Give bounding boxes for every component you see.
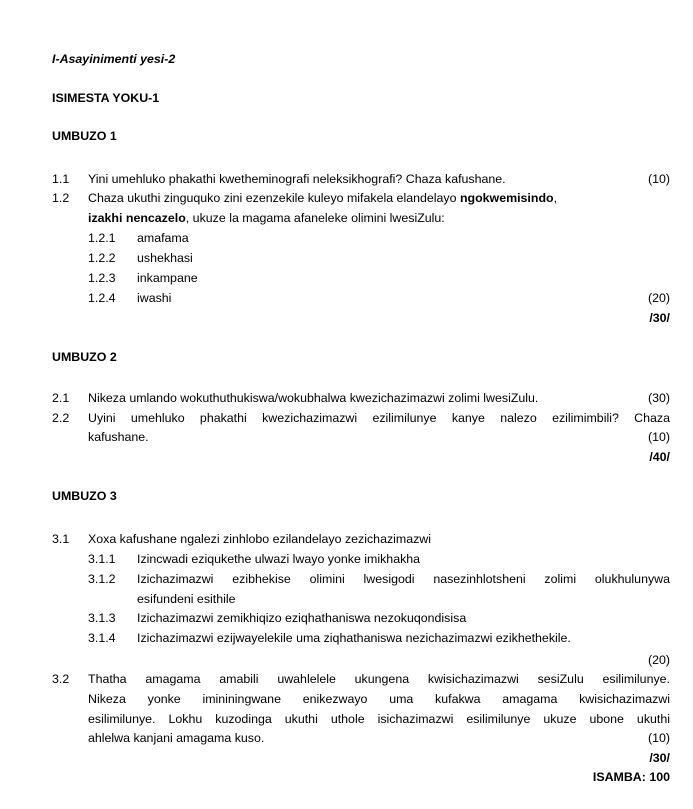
item-1-2-text: [88, 191, 670, 205]
question-2-heading: UMBUZO 2: [52, 350, 117, 364]
item-1-2-line2: [88, 211, 445, 225]
item-1-2-bold-2: izakhi nencazelo: [88, 211, 186, 225]
item-2-1-marks: (30): [647, 391, 670, 405]
item-1-1-marks: (10): [647, 172, 670, 186]
subitem-text: Izichazimazwi ezijwayelekile uma ziqhathaniswa nezichazimazwi ezikhethekile.: [137, 631, 571, 645]
item-3-2-line4: ahlelwa kanjani amagama kuso.: [88, 731, 265, 745]
subitem-number: 1.2.3: [88, 271, 116, 285]
subitem-text: Izichazimazwi ezibhekise olimini lwesigodi nasezinhlotsheni zolimi olukhulunywa: [137, 572, 670, 586]
subitem-number: 3.1.3: [88, 611, 116, 625]
grand-total: ISAMBA: 100: [592, 770, 670, 784]
subitem-text: iwashi: [137, 291, 172, 305]
item-3-1-text: Xoxa kafushane ngalezi zinhlobo ezilandelayo zezichazimazwi: [88, 532, 432, 546]
subitem-number: 3.1.4: [88, 631, 116, 645]
item-1-2-line2-rest: , ukuze la magama afaneleke olimini lwesiZulu:: [185, 211, 445, 225]
item-1-1-number: 1.1: [52, 172, 70, 186]
assignment-title: I-Asayinimenti yesi-2: [52, 52, 176, 66]
question-1-total: /30/: [649, 311, 670, 325]
item-2-2-marks: (10): [647, 430, 670, 444]
item-3-2-line2: Nikeza yonke imininingwane enikezwayo uma kufakwa amagama kwisichazimazwi: [88, 692, 670, 706]
subitem-number: 1.2.1: [88, 231, 116, 245]
item-3-2-number: 3.2: [52, 672, 70, 686]
item-2-1-text: Nikeza umlando wokuthuthukiswa/wokubhalwa kwezichazimazwi zolimi lwesiZulu.: [88, 391, 539, 405]
subitem-number: 1.2.4: [88, 291, 116, 305]
subitem-text: inkampane: [137, 271, 198, 285]
item-1-2-bold-1: ngokwemisindo: [459, 191, 554, 205]
item-2-2-number: 2.2: [52, 411, 70, 425]
subitem-number: 3.1.1: [88, 552, 116, 566]
item-3-2-line3: esilimilunye. Lokhu kuzodinga ukuthi uthole isichazimazwi esilimilunye ukuze ubone ukuthi: [88, 712, 670, 726]
subitem-text: Izincwadi eziqukethe ulwazi lwayo yonke imikhakha: [137, 552, 421, 566]
item-3-2-marks: (10): [647, 731, 670, 745]
subitem-text: Izichazimazwi zemikhiqizo eziqhathaniswa nezokuqondisisa: [137, 611, 467, 625]
subitem-text: ushekhasi: [137, 251, 193, 265]
item-1-2-marks: (20): [647, 291, 670, 305]
item-2-2-line2: kafushane.: [88, 430, 149, 444]
question-3-heading: UMBUZO 3: [52, 489, 117, 503]
item-1-2-number: 1.2: [52, 191, 70, 205]
subitem-text-line2: esifundeni esithile: [137, 592, 236, 606]
subitem-number: 3.1.2: [88, 572, 116, 586]
item-1-2-line1: Chaza ukuthi zinguquko zini ezenzekile kuleyo mifakela elandelayo: [88, 191, 460, 205]
question-1-heading: UMBUZO 1: [52, 129, 117, 143]
item-3-1-number: 3.1: [52, 532, 70, 546]
subitem-number: 1.2.2: [88, 251, 116, 265]
item-1-1-text: Yini umehluko phakathi kwetheminografi neleksikhografi? Chaza kafushane.: [88, 172, 506, 186]
subitem-text: amafama: [137, 231, 189, 245]
item-2-2-line1: Uyini umehluko phakathi kwezichazimazwi ezilimilunye kanye nalezo ezilimimbili? Chaza: [88, 411, 670, 425]
question-2-total: /40/: [649, 450, 670, 464]
item-3-2-line1: Thatha amagama amabili uwahlelele ukungena kwisichazimazwi sesiZulu esilimilunye.: [88, 672, 670, 686]
item-3-1-marks: (20): [647, 653, 670, 667]
item-2-1-number: 2.1: [52, 391, 70, 405]
item-1-2-comma: ,: [553, 191, 558, 205]
semester-heading: ISIMESTA YOKU-1: [52, 91, 160, 105]
question-3-total: /30/: [649, 751, 670, 765]
